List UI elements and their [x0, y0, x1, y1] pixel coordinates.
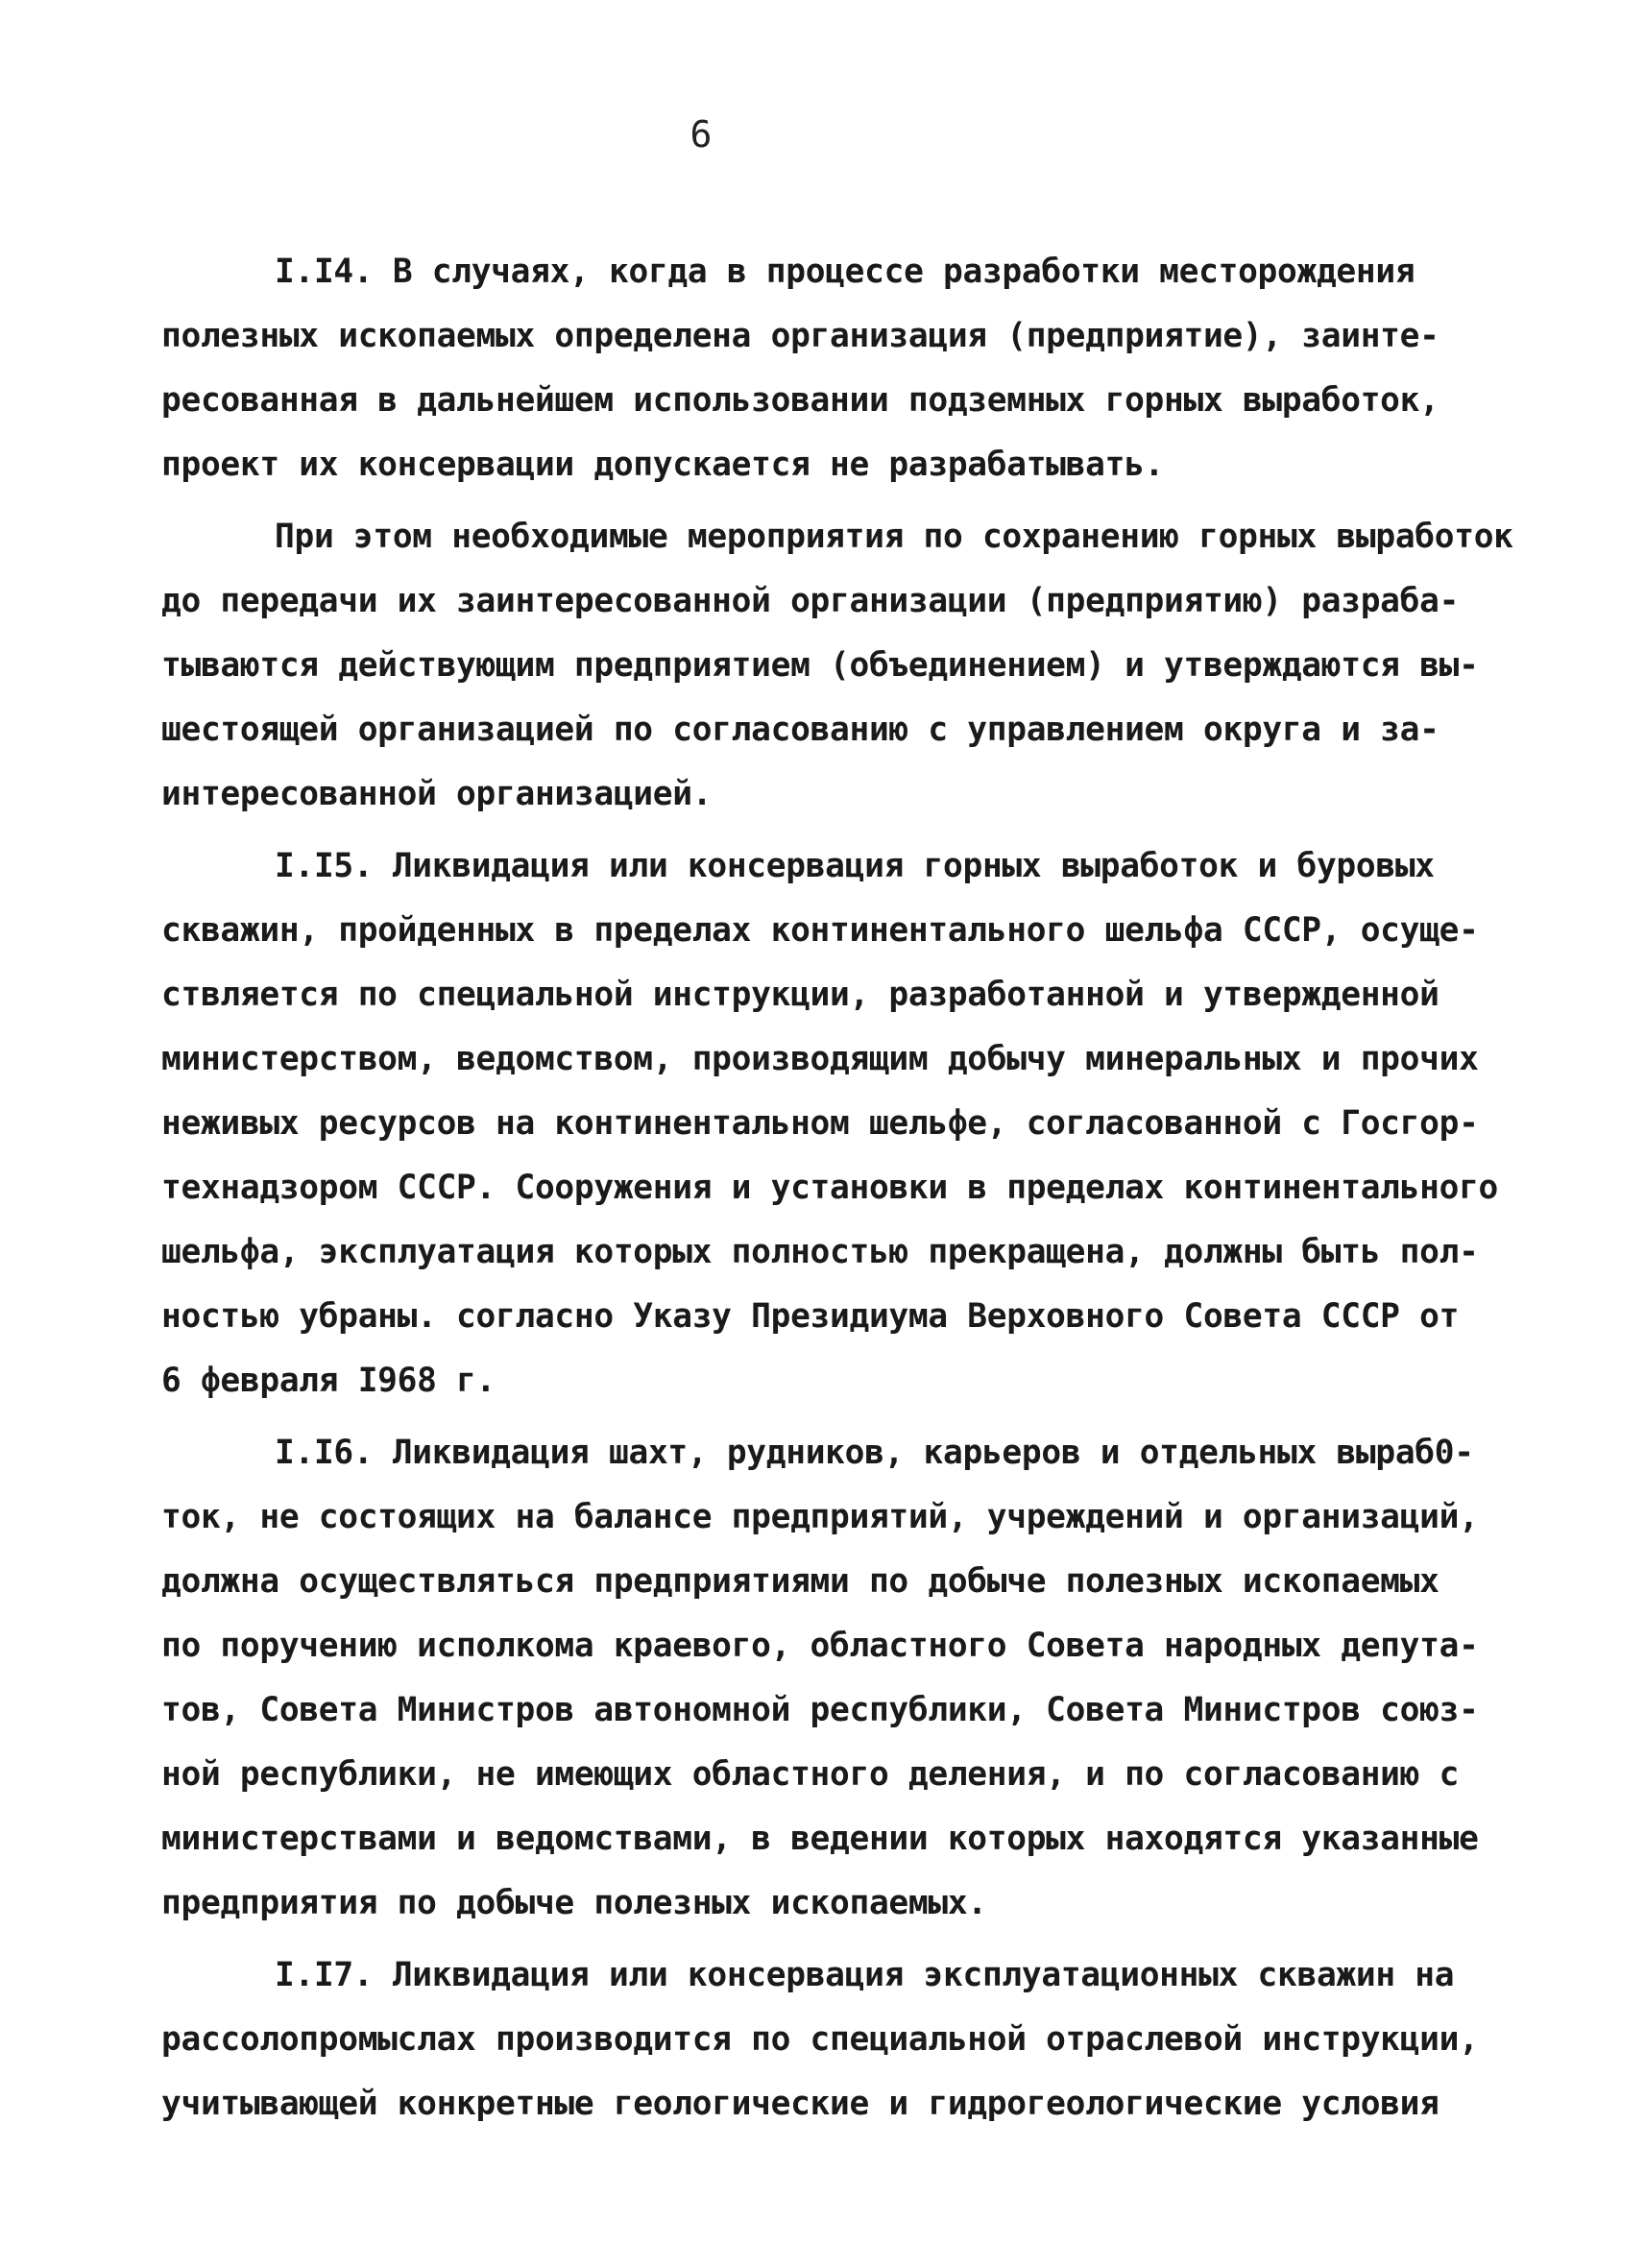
- text-line: учитывающей конкретные геологические и гидрогеологические условия: [161, 2085, 1439, 2123]
- text-line: При этом необходимые мероприятия по сохранению горных выработок: [275, 518, 1513, 556]
- text-line: шельфа, эксплуатация которых полностью прекращена, должны быть пол-: [161, 1233, 1479, 1271]
- text-line: тываются действующим предприятием (объединением) и утверждаются вы-: [161, 646, 1479, 685]
- text-line: предприятия по добыче полезных ископаемых.: [161, 1884, 987, 1922]
- text-line: тов, Совета Министров автономной республики, Совета Министров союз-: [161, 1691, 1479, 1729]
- text-line: шестоящей организацией по согласованию с управлением округа и за-: [161, 711, 1439, 749]
- body-text: [161, 240, 1513, 2136]
- text-line: министерствами и ведомствами, в ведении которых находятся указанные: [161, 1820, 1479, 1858]
- text-line: 6 февраля I968 г.: [161, 1362, 496, 1400]
- text-line: рассолопромыслах производится по специальной отраслевой инструкции,: [161, 2020, 1479, 2059]
- paragraph-1-17: [161, 1943, 1477, 2136]
- paragraph-1-16: [161, 1421, 1477, 1936]
- text-line: полезных ископаемых определена организация (предприятие), заинте-: [161, 317, 1439, 355]
- text-line: I.I6. Ликвидация шахт, рудников, карьеров и отдельных выраб0-: [275, 1434, 1474, 1472]
- text-line: ной республики, не имеющих областного деления, и по согласованию с: [161, 1755, 1460, 1794]
- text-line: по поручению исполкома краевого, областного Совета народных депута-: [161, 1627, 1479, 1665]
- text-line: неживых ресурсов на континентальном шельфе, согласованной с Госгор-: [161, 1104, 1479, 1143]
- text-line: I.I5. Ликвидация или консервация горных выработок и буровых: [275, 847, 1435, 885]
- paragraph-1-14-continuation: [161, 505, 1513, 827]
- text-line: скважин, пройденных в пределах континентального шельфа СССР, осуще-: [161, 911, 1479, 950]
- paragraph-1-15: [161, 834, 1499, 1413]
- paragraph-1-14: [161, 240, 1477, 497]
- text-line: министерством, ведомством, производящим добычу минеральных и прочих: [161, 1040, 1479, 1078]
- text-line: должна осуществляться предприятиями по добыче полезных ископаемых: [161, 1562, 1439, 1601]
- text-line: ностью убраны. согласно Указу Президиума Верховного Совета СССР от: [161, 1297, 1460, 1336]
- text-line: проект их консервации допускается не разрабатывать.: [161, 446, 1165, 484]
- page-number: 6: [689, 113, 713, 156]
- text-line: технадзором СССР. Сооружения и установки в пределах континентального: [161, 1169, 1499, 1207]
- text-line: I.I4. В случаях, когда в процессе разработки месторождения: [275, 253, 1415, 291]
- text-line: ток, не состоящих на балансе предприятий, учреждений и организаций,: [161, 1498, 1479, 1536]
- text-line: интересованной организацией.: [161, 775, 713, 813]
- text-line: до передачи их заинтересованной организации (предприятию) разраба-: [161, 582, 1460, 620]
- text-line: ресованная в дальнейшем использовании подземных горных выработок,: [161, 381, 1439, 420]
- text-line: ствляется по специальной инструкции, разработанной и утвержденной: [161, 976, 1439, 1014]
- text-line: I.I7. Ликвидация или консервация эксплуатационных скважин на: [275, 1956, 1455, 1994]
